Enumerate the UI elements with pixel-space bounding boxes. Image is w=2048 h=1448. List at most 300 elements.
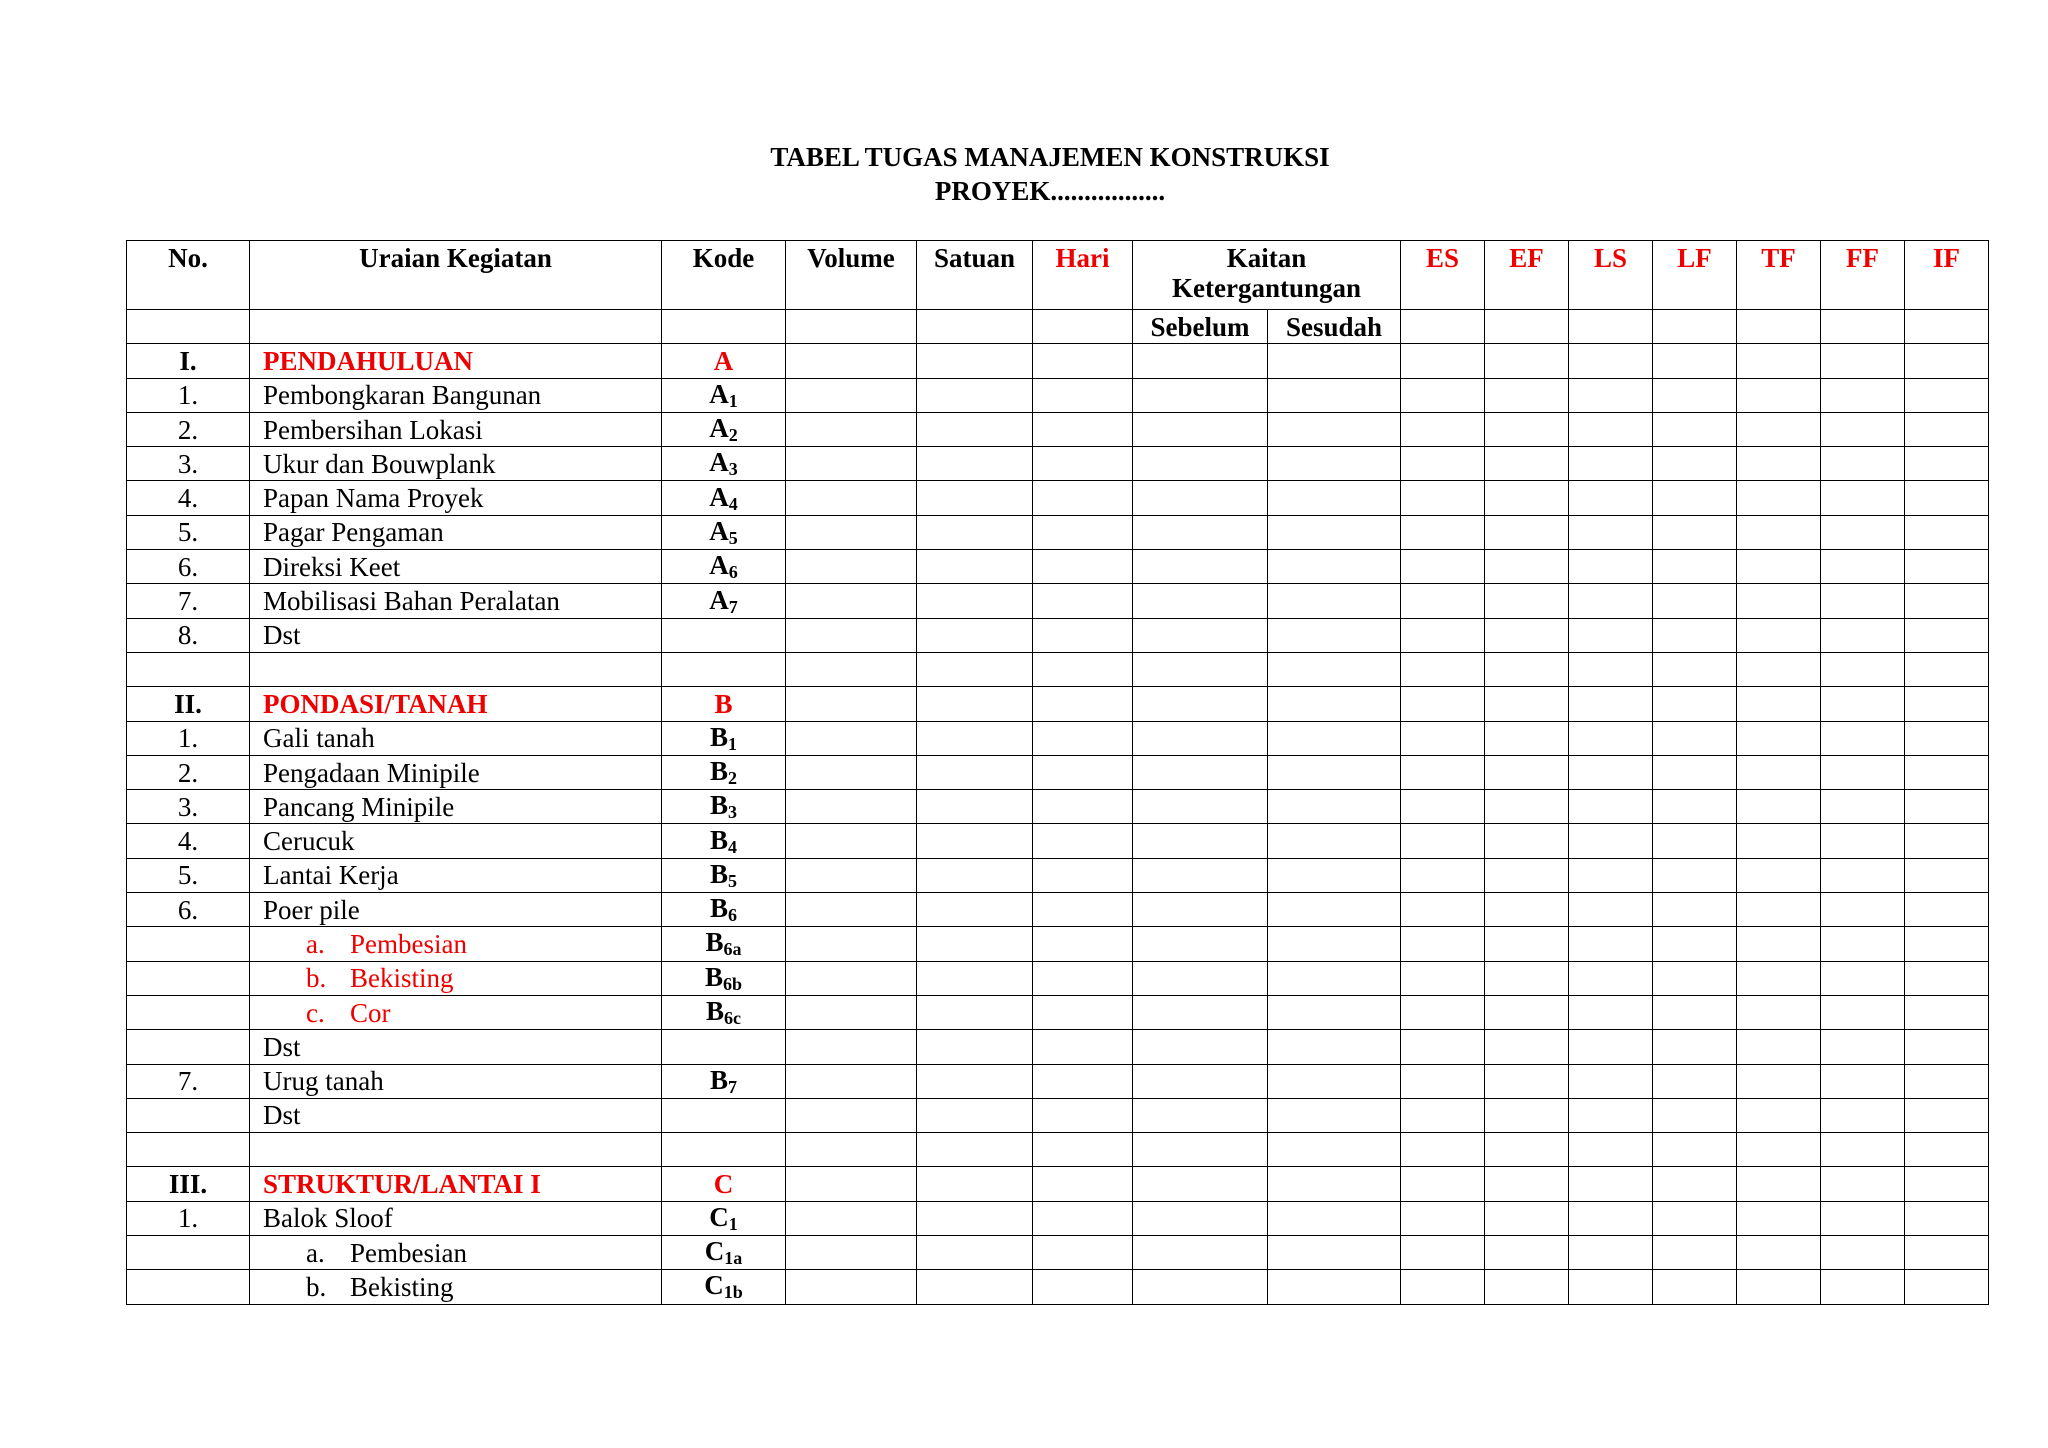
activity-description: Cerucuk [250,824,662,858]
ls-cell [1569,447,1653,481]
sesudah-cell [1268,1030,1401,1064]
sesudah-cell [1268,824,1401,858]
ls-cell [1569,378,1653,412]
activity-code [662,550,786,584]
sesudah-cell [1268,755,1401,789]
es-cell [1401,1030,1485,1064]
code-letter: B [709,790,728,821]
if-cell [1905,378,1989,412]
tf-cell [1737,927,1821,961]
es-cell [1401,1064,1485,1098]
activity-description [250,1236,662,1270]
ef-cell [1485,1167,1569,1201]
sesudah-cell [1268,550,1401,584]
volume-cell [786,687,917,721]
tf-cell [1737,1167,1821,1201]
ef-cell [1485,1064,1569,1098]
header-hari: Hari [1033,241,1133,310]
row-number [127,1270,250,1304]
ff-cell [1821,652,1905,686]
tf-cell [1737,1270,1821,1304]
lf-cell [1653,378,1737,412]
tf-cell [1737,1064,1821,1098]
hari-cell [1033,1064,1133,1098]
hari-cell [1033,995,1133,1029]
ls-cell [1569,550,1653,584]
row-number [127,1098,250,1132]
table-row [127,1098,1989,1132]
satuan-cell [917,995,1033,1029]
activity-description: Poer pile [250,893,662,927]
activity-description: Urug tanah [250,1064,662,1098]
code-subscript: 1b [723,1282,743,1303]
lf-cell [1653,1167,1737,1201]
ff-cell [1821,1030,1905,1064]
blank-row [127,652,1989,686]
code-letter: C [704,1270,724,1301]
ff-cell [1821,412,1905,446]
row-number [127,961,250,995]
lf-cell [1653,481,1737,515]
satuan-cell [917,515,1033,549]
activity-description [250,927,662,961]
row-number: II. [127,687,250,721]
table-row [127,515,1989,549]
activity-code [662,1064,786,1098]
sebelum-cell [1133,824,1268,858]
row-number: 7. [127,1064,250,1098]
volume-cell [786,927,917,961]
sesudah-cell [1268,1098,1401,1132]
header-kode: Kode [662,241,786,310]
ls-cell [1569,1236,1653,1270]
code-letter: B [709,721,728,752]
activity-code [662,961,786,995]
ef-cell [1485,515,1569,549]
ls-cell [1569,961,1653,995]
ef-cell [1485,961,1569,995]
activity-code [662,1098,786,1132]
sebelum-cell [1133,618,1268,652]
row-number: 3. [127,790,250,824]
if-cell [1905,927,1989,961]
sesudah-cell [1268,652,1401,686]
sesudah-cell [1268,344,1401,378]
es-cell [1401,824,1485,858]
activity-code [662,790,786,824]
ef-cell [1485,1098,1569,1132]
hari-cell [1033,858,1133,892]
ls-cell [1569,927,1653,961]
sesudah-cell [1268,618,1401,652]
header-row [127,241,1989,310]
ff-cell [1821,893,1905,927]
ff-cell [1821,961,1905,995]
ls-cell [1569,618,1653,652]
ef-cell [1485,481,1569,515]
activity-description: Pengadaan Minipile [250,755,662,789]
code-letter: A [709,515,729,546]
tf-cell [1737,550,1821,584]
hari-cell [1033,1270,1133,1304]
es-cell [1401,961,1485,995]
ef-cell [1485,652,1569,686]
es-cell [1401,515,1485,549]
ls-cell [1569,893,1653,927]
sesudah-cell [1268,515,1401,549]
ef-cell [1485,927,1569,961]
sebelum-cell [1133,1270,1268,1304]
sebelum-cell [1133,1064,1268,1098]
ef-cell [1485,1133,1569,1167]
sebelum-cell [1133,858,1268,892]
es-cell [1401,412,1485,446]
activity-description: Pembersihan Lokasi [250,412,662,446]
sub-letter: c. [306,997,325,1028]
sub-letter: a. [306,928,325,959]
code-letter: A [709,584,729,615]
sebelum-cell [1133,447,1268,481]
lf-cell [1653,1270,1737,1304]
ef-cell [1485,824,1569,858]
ff-cell [1821,481,1905,515]
tf-cell [1737,721,1821,755]
sebelum-cell [1133,995,1268,1029]
hari-cell [1033,1133,1133,1167]
sesudah-cell [1268,1201,1401,1235]
sebelum-cell [1133,344,1268,378]
row-number: 1. [127,721,250,755]
sebelum-cell [1133,721,1268,755]
if-cell [1905,481,1989,515]
activity-description: Balok Sloof [250,1201,662,1235]
table-row [127,550,1989,584]
ff-cell [1821,1201,1905,1235]
hari-cell [1033,1030,1133,1064]
header-tf: TF [1737,241,1821,310]
hari-cell [1033,584,1133,618]
activity-code [662,1270,786,1304]
code-subscript: 5 [728,527,738,548]
ef-cell [1485,687,1569,721]
hari-cell [1033,721,1133,755]
es-cell [1401,721,1485,755]
satuan-cell [917,1167,1033,1201]
ef-cell [1485,893,1569,927]
hari-cell [1033,618,1133,652]
sebelum-cell [1133,378,1268,412]
ls-cell [1569,858,1653,892]
sub-description: Bekisting [350,1271,454,1302]
satuan-cell [917,687,1033,721]
ff-cell [1821,378,1905,412]
satuan-cell [917,550,1033,584]
sebelum-cell [1133,1201,1268,1235]
sesudah-cell [1268,927,1401,961]
ff-cell [1821,927,1905,961]
satuan-cell [917,618,1033,652]
table-row [127,378,1989,412]
lf-cell [1653,790,1737,824]
sesudah-cell [1268,584,1401,618]
sub-description: Pembesian [350,928,467,959]
satuan-cell [917,447,1033,481]
row-number [127,652,250,686]
ff-cell [1821,755,1905,789]
volume-cell [786,858,917,892]
tf-cell [1737,824,1821,858]
code-letter: C [704,1236,725,1267]
sesudah-cell [1268,961,1401,995]
header-uraian: Uraian Kegiatan [250,241,662,310]
es-cell [1401,1133,1485,1167]
tf-cell [1737,755,1821,789]
es-cell [1401,1236,1485,1270]
code-letter: A [709,550,729,581]
if-cell [1905,652,1989,686]
title-block [0,140,2048,208]
satuan-cell [917,1236,1033,1270]
lf-cell [1653,515,1737,549]
ef-cell [1485,858,1569,892]
activity-description: Pancang Minipile [250,790,662,824]
volume-cell [786,481,917,515]
sub-letter: b. [306,1271,327,1302]
ls-cell [1569,687,1653,721]
tf-cell [1737,378,1821,412]
ef-cell [1485,1201,1569,1235]
ef-cell [1485,550,1569,584]
row-number [127,1030,250,1064]
volume-cell [786,893,917,927]
sebelum-cell [1133,412,1268,446]
hari-cell [1033,790,1133,824]
activity-code [662,755,786,789]
row-number: III. [127,1167,250,1201]
lf-cell [1653,824,1737,858]
header-sesudah: Sesudah [1268,310,1401,344]
sub-description: Cor [350,997,391,1028]
lf-cell [1653,412,1737,446]
ef-cell [1485,584,1569,618]
code-subscript: 1a [724,1248,743,1269]
sesudah-cell [1268,378,1401,412]
row-number: 1. [127,378,250,412]
lf-cell [1653,687,1737,721]
row-number: 6. [127,550,250,584]
activity-description [250,995,662,1029]
ff-cell [1821,721,1905,755]
table-row [127,995,1989,1029]
hari-cell [1033,378,1133,412]
activity-description [250,652,662,686]
sebelum-cell [1133,1236,1268,1270]
sesudah-cell [1268,790,1401,824]
header-ff: FF [1821,241,1905,310]
satuan-cell [917,378,1033,412]
activity-code [662,378,786,412]
tf-cell [1737,584,1821,618]
ls-cell [1569,755,1653,789]
if-cell [1905,824,1989,858]
lf-cell [1653,1201,1737,1235]
sebelum-cell [1133,550,1268,584]
sebelum-cell [1133,481,1268,515]
sesudah-cell [1268,1167,1401,1201]
if-cell [1905,687,1989,721]
tf-cell [1737,1236,1821,1270]
activity-code [662,721,786,755]
sesudah-cell [1268,481,1401,515]
satuan-cell [917,1201,1033,1235]
ls-cell [1569,1098,1653,1132]
es-cell [1401,378,1485,412]
table-row [127,618,1989,652]
tf-cell [1737,961,1821,995]
lf-cell [1653,550,1737,584]
ls-cell [1569,1201,1653,1235]
table-row [127,755,1989,789]
sesudah-cell [1268,687,1401,721]
code-subscript: 4 [728,836,737,857]
if-cell [1905,344,1989,378]
hari-cell [1033,927,1133,961]
satuan-cell [917,927,1033,961]
activity-description: STRUKTUR/LANTAI I [250,1167,662,1201]
sub-description: Bekisting [350,963,454,994]
activity-description: PONDASI/TANAH [250,687,662,721]
code-subscript: 6 [728,905,737,926]
activity-code [662,1236,786,1270]
sebelum-cell [1133,1098,1268,1132]
volume-cell [786,995,917,1029]
if-cell [1905,618,1989,652]
es-cell [1401,858,1485,892]
ff-cell [1821,550,1905,584]
if-cell [1905,1201,1989,1235]
satuan-cell [917,755,1033,789]
hari-cell [1033,1167,1133,1201]
code-subscript: 5 [728,870,737,891]
volume-cell [786,721,917,755]
activity-description: Lantai Kerja [250,858,662,892]
header-es: ES [1401,241,1485,310]
ff-cell [1821,1133,1905,1167]
volume-cell [786,1030,917,1064]
sesudah-cell [1268,893,1401,927]
sub-description: Pembesian [350,1237,467,1268]
activity-code [662,412,786,446]
satuan-cell [917,344,1033,378]
if-cell [1905,995,1989,1029]
activity-description: PENDAHULUAN [250,344,662,378]
activity-description: Direksi Keet [250,550,662,584]
satuan-cell [917,1098,1033,1132]
table-row [127,481,1989,515]
document-title: TABEL TUGAS MANAJEMEN KONSTRUKSI [770,142,1330,172]
tf-cell [1737,893,1821,927]
volume-cell [786,378,917,412]
table-row [127,412,1989,446]
table-row [127,1201,1989,1235]
code-subscript: 6b [723,973,743,994]
hari-cell [1033,515,1133,549]
activity-code [662,1030,786,1064]
tf-cell [1737,618,1821,652]
volume-cell [786,1098,917,1132]
if-cell [1905,1030,1989,1064]
hari-cell [1033,1098,1133,1132]
es-cell [1401,550,1485,584]
code-letter: B [705,927,724,958]
activity-description: Dst [250,618,662,652]
sebelum-cell [1133,652,1268,686]
ff-cell [1821,1098,1905,1132]
es-cell [1401,995,1485,1029]
hari-cell [1033,755,1133,789]
code-subscript: 7 [728,1076,737,1097]
ls-cell [1569,344,1653,378]
section-row [127,344,1989,378]
activity-code [662,1133,786,1167]
activity-description: Dst [250,1030,662,1064]
es-cell [1401,1167,1485,1201]
header-ef: EF [1485,241,1569,310]
es-cell [1401,447,1485,481]
es-cell [1401,790,1485,824]
row-number [127,995,250,1029]
es-cell [1401,481,1485,515]
table-row [127,1236,1989,1270]
code-letter: B [705,996,724,1027]
row-number: 5. [127,858,250,892]
activity-code [662,1201,786,1235]
code-subscript: 1 [728,1213,738,1234]
code-subscript: 6 [728,562,738,583]
ff-cell [1821,447,1905,481]
satuan-cell [917,412,1033,446]
if-cell [1905,550,1989,584]
if-cell [1905,1270,1989,1304]
header-kaitan: Kaitan Ketergantungan [1133,241,1401,310]
volume-cell [786,515,917,549]
hari-cell [1033,824,1133,858]
sebelum-cell [1133,790,1268,824]
hari-cell [1033,961,1133,995]
code-letter: C [713,1169,734,1200]
satuan-cell [917,893,1033,927]
row-number: 5. [127,515,250,549]
lf-cell [1653,1133,1737,1167]
tf-cell [1737,687,1821,721]
code-letter: B [709,858,728,889]
hari-cell [1033,652,1133,686]
ls-cell [1569,721,1653,755]
sesudah-cell [1268,995,1401,1029]
sesudah-cell [1268,447,1401,481]
row-number: 7. [127,584,250,618]
es-cell [1401,687,1485,721]
table-row [127,1270,1989,1304]
row-number: 8. [127,618,250,652]
activity-code [662,481,786,515]
volume-cell [786,1201,917,1235]
row-number: I. [127,344,250,378]
ef-cell [1485,995,1569,1029]
code-letter: B [709,824,728,855]
activity-code [662,584,786,618]
code-letter: A [713,345,734,376]
